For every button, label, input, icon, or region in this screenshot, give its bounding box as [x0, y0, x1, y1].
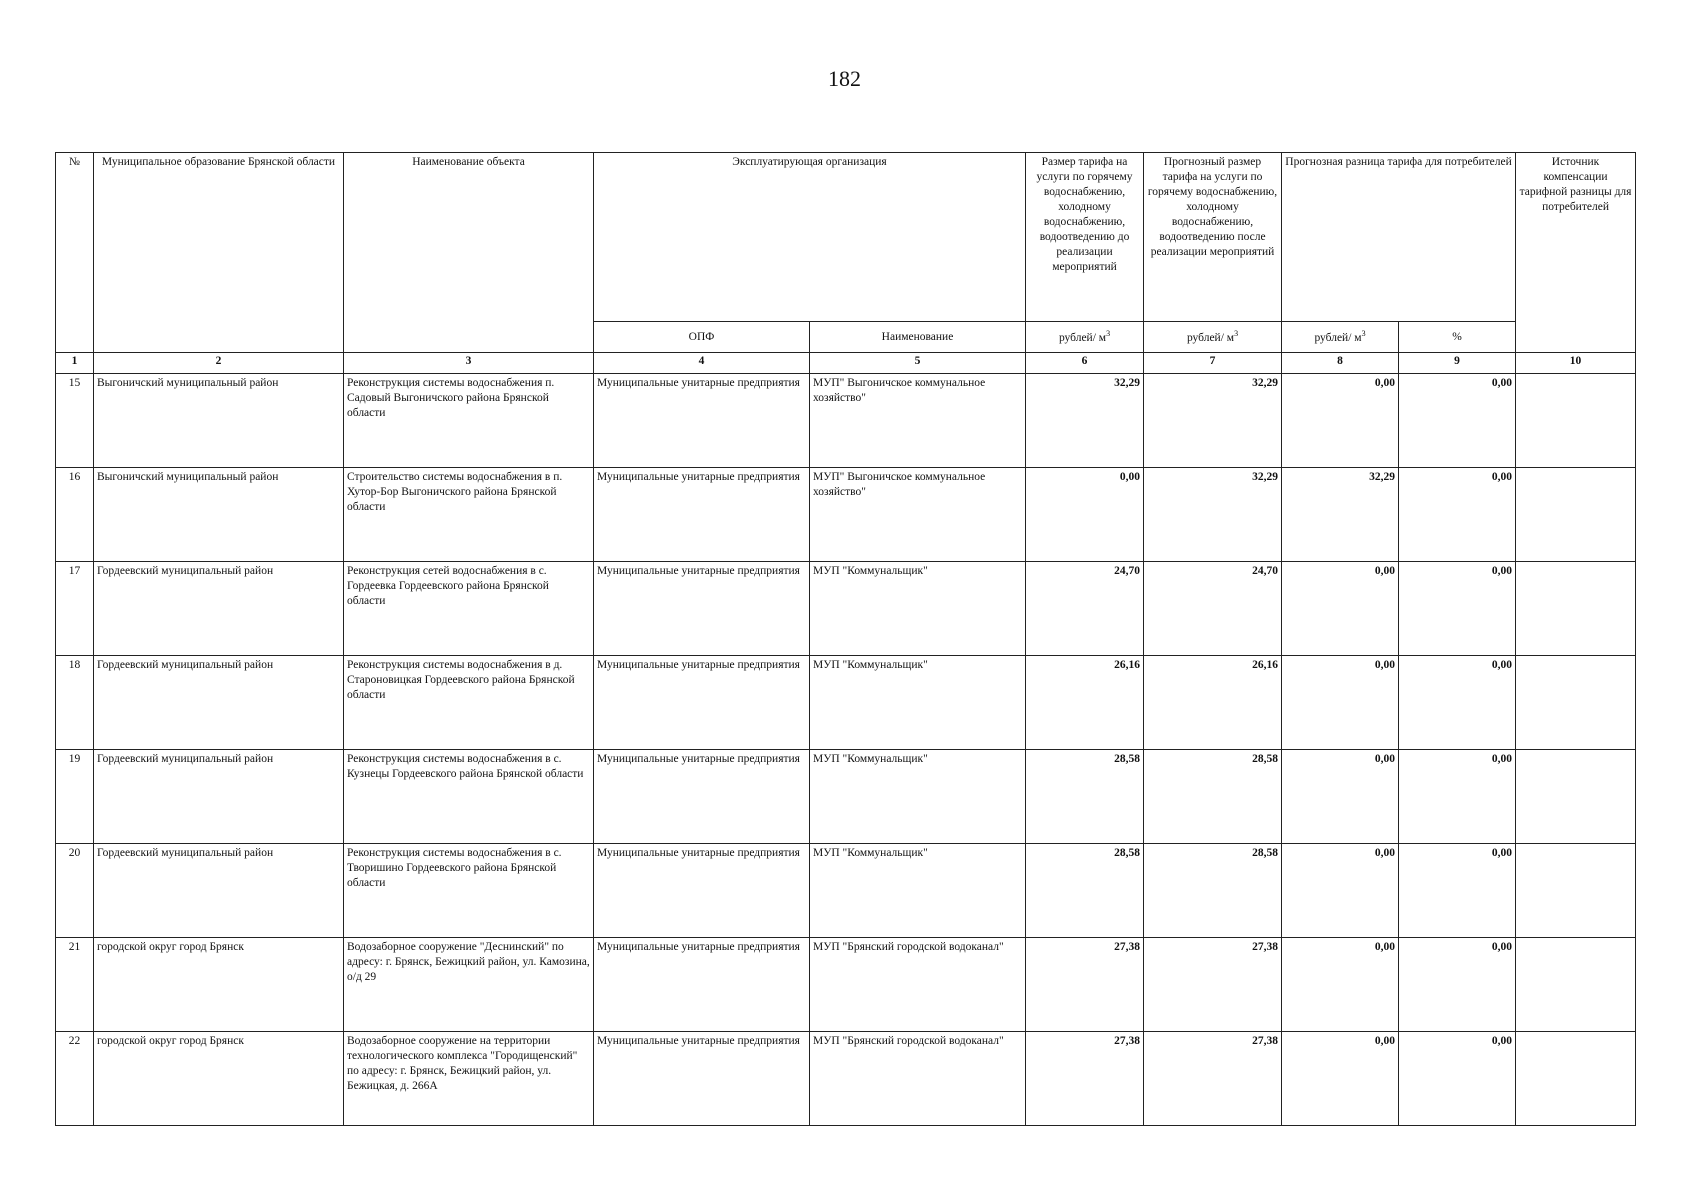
source-cell — [1516, 656, 1636, 750]
source-cell — [1516, 374, 1636, 468]
table-row — [56, 468, 1636, 562]
tariff-after-cell: 28,58 — [1144, 844, 1282, 938]
municipality-cell: Гордеевский муниципальный район — [94, 656, 344, 750]
difference-percent-cell: 0,00 — [1399, 562, 1516, 656]
difference-percent-cell: 0,00 — [1399, 374, 1516, 468]
object-cell: Реконструкция системы водоснабжения в с. Творишино Гордеевского района Брянской области — [344, 844, 594, 938]
row-number: 18 — [56, 656, 94, 750]
column-number: 9 — [1399, 353, 1516, 374]
organization-cell: МУП "Брянский городской водоканал" — [810, 938, 1026, 1032]
tariff-after-cell: 27,38 — [1144, 1032, 1282, 1126]
header-difference: Прогнозная разница тарифа для потребителей — [1282, 153, 1516, 322]
opf-cell: Муниципальные унитарные предприятия — [594, 750, 810, 844]
object-cell: Реконструкция системы водоснабжения п. Садовый Выгоничского района Брянской области — [344, 374, 594, 468]
tariff-after-cell: 32,29 — [1144, 374, 1282, 468]
tariff-after-cell: 28,58 — [1144, 750, 1282, 844]
column-number: 5 — [810, 353, 1026, 374]
tariff-table — [55, 152, 1636, 1126]
difference-percent-cell: 0,00 — [1399, 938, 1516, 1032]
tariff-after-cell: 24,70 — [1144, 562, 1282, 656]
difference-rub-cell: 0,00 — [1282, 938, 1399, 1032]
organization-cell: МУП "Коммунальщик" — [810, 844, 1026, 938]
opf-cell: Муниципальные унитарные предприятия — [594, 374, 810, 468]
tariff-before-cell: 28,58 — [1026, 844, 1144, 938]
difference-rub-cell: 0,00 — [1282, 562, 1399, 656]
object-cell: Реконструкция системы водоснабжения в с. Кузнецы Гордеевского района Брянской области — [344, 750, 594, 844]
page-number: 182 — [828, 66, 861, 91]
header-tariff-before: Размер тарифа на услуги по горячему водоснабжению, холодному водоснабжению, водоотведению до реализации мероприятий — [1026, 153, 1144, 322]
row-number: 20 — [56, 844, 94, 938]
table-body — [56, 353, 1636, 1126]
column-number-row — [56, 353, 1636, 374]
municipality-cell: Гордеевский муниципальный район — [94, 844, 344, 938]
source-cell — [1516, 750, 1636, 844]
header-opf: ОПФ — [594, 322, 810, 353]
source-cell — [1516, 468, 1636, 562]
object-cell: Реконструкция системы водоснабжения в д. Староновицкая Гордеевского района Брянской области — [344, 656, 594, 750]
row-number: 17 — [56, 562, 94, 656]
opf-cell: Муниципальные унитарные предприятия — [594, 656, 810, 750]
opf-cell: Муниципальные унитарные предприятия — [594, 844, 810, 938]
tariff-before-cell: 27,38 — [1026, 1032, 1144, 1126]
object-cell: Строительство системы водоснабжения в п. Хутор-Бор Выгоничского района Брянской области — [344, 468, 594, 562]
row-number: 15 — [56, 374, 94, 468]
opf-cell: Муниципальные унитарные предприятия — [594, 938, 810, 1032]
source-cell — [1516, 1032, 1636, 1126]
header-tariff-after: Прогнозный размер тарифа на услуги по горячему водоснабжению, холодному водоснабжению, водоотведению после реализации мероприятий — [1144, 153, 1282, 322]
organization-cell: МУП "Коммунальщик" — [810, 656, 1026, 750]
column-number: 2 — [94, 353, 344, 374]
tariff-before-cell: 32,29 — [1026, 374, 1144, 468]
object-cell: Водозаборное сооружение на территории технологического комплекса "Городищенский" по адресу: г. Брянск, Бежицкий район, ул. Бежицкая, д. 266А — [344, 1032, 594, 1126]
source-cell — [1516, 562, 1636, 656]
opf-cell: Муниципальные унитарные предприятия — [594, 562, 810, 656]
opf-cell: Муниципальные унитарные предприятия — [594, 468, 810, 562]
tariff-before-cell: 24,70 — [1026, 562, 1144, 656]
column-number: 6 — [1026, 353, 1144, 374]
tariff-after-cell: 27,38 — [1144, 938, 1282, 1032]
municipality-cell: Выгоничский муниципальный район — [94, 468, 344, 562]
municipality-cell: Гордеевский муниципальный район — [94, 562, 344, 656]
source-cell — [1516, 938, 1636, 1032]
tariff-after-cell: 32,29 — [1144, 468, 1282, 562]
column-number: 7 — [1144, 353, 1282, 374]
header-object: Наименование объекта — [344, 153, 594, 353]
tariff-before-cell: 27,38 — [1026, 938, 1144, 1032]
difference-rub-cell: 0,00 — [1282, 656, 1399, 750]
header-unit-diff: рублей/ $м^3$ — [1282, 322, 1399, 353]
header-municipality: Муниципальное образование Брянской области — [94, 153, 344, 353]
table-row — [56, 1032, 1636, 1126]
column-number: 3 — [344, 353, 594, 374]
header-source: Источник компенсации тарифной разницы для потребителей — [1516, 153, 1636, 353]
column-number: 8 — [1282, 353, 1399, 374]
table-row — [56, 938, 1636, 1032]
object-cell: Водозаборное сооружение "Деснинский" по адресу: г. Брянск, Бежицкий район, ул. Камозина, о/д 29 — [344, 938, 594, 1032]
municipality-cell: Гордеевский муниципальный район — [94, 750, 344, 844]
difference-percent-cell: 0,00 — [1399, 844, 1516, 938]
table-row — [56, 844, 1636, 938]
organization-cell: МУП" Выгоничское коммунальное хозяйство" — [810, 468, 1026, 562]
header-operator: Эксплуатирующая организация — [594, 153, 1026, 322]
difference-percent-cell: 0,00 — [1399, 1032, 1516, 1126]
difference-rub-cell: 0,00 — [1282, 374, 1399, 468]
table-row — [56, 750, 1636, 844]
organization-cell: МУП "Коммунальщик" — [810, 750, 1026, 844]
header-percent: % — [1399, 322, 1516, 353]
header-no: № — [56, 153, 94, 353]
tariff-after-cell: 26,16 — [1144, 656, 1282, 750]
tariff-before-cell: 26,16 — [1026, 656, 1144, 750]
difference-percent-cell: 0,00 — [1399, 750, 1516, 844]
opf-cell: Муниципальные унитарные предприятия — [594, 1032, 810, 1126]
object-cell: Реконструкция сетей водоснабжения в с. Гордеевка Гордеевского района Брянской области — [344, 562, 594, 656]
difference-rub-cell: 0,00 — [1282, 844, 1399, 938]
difference-percent-cell: 0,00 — [1399, 656, 1516, 750]
row-number: 19 — [56, 750, 94, 844]
row-number: 22 — [56, 1032, 94, 1126]
header-unit-after: рублей/ $м^3$ — [1144, 322, 1282, 353]
header-name: Наименование — [810, 322, 1026, 353]
table-header — [56, 153, 1636, 353]
header-unit-before: рублей/ $м^3$ — [1026, 322, 1144, 353]
column-number: 10 — [1516, 353, 1636, 374]
tariff-before-cell: 28,58 — [1026, 750, 1144, 844]
column-number: 4 — [594, 353, 810, 374]
difference-rub-cell: 0,00 — [1282, 750, 1399, 844]
source-cell — [1516, 844, 1636, 938]
row-number: 21 — [56, 938, 94, 1032]
table-row — [56, 656, 1636, 750]
organization-cell: МУП "Коммунальщик" — [810, 562, 1026, 656]
difference-rub-cell: 32,29 — [1282, 468, 1399, 562]
column-number: 1 — [56, 353, 94, 374]
tariff-before-cell: 0,00 — [1026, 468, 1144, 562]
difference-percent-cell: 0,00 — [1399, 468, 1516, 562]
organization-cell: МУП" Выгоничское коммунальное хозяйство" — [810, 374, 1026, 468]
row-number: 16 — [56, 468, 94, 562]
organization-cell: МУП "Брянский городской водоканал" — [810, 1032, 1026, 1126]
table-row — [56, 562, 1636, 656]
municipality-cell: Выгоничский муниципальный район — [94, 374, 344, 468]
municipality-cell: городской округ город Брянск — [94, 938, 344, 1032]
difference-rub-cell: 0,00 — [1282, 1032, 1399, 1126]
table-row — [56, 374, 1636, 468]
municipality-cell: городской округ город Брянск — [94, 1032, 344, 1126]
